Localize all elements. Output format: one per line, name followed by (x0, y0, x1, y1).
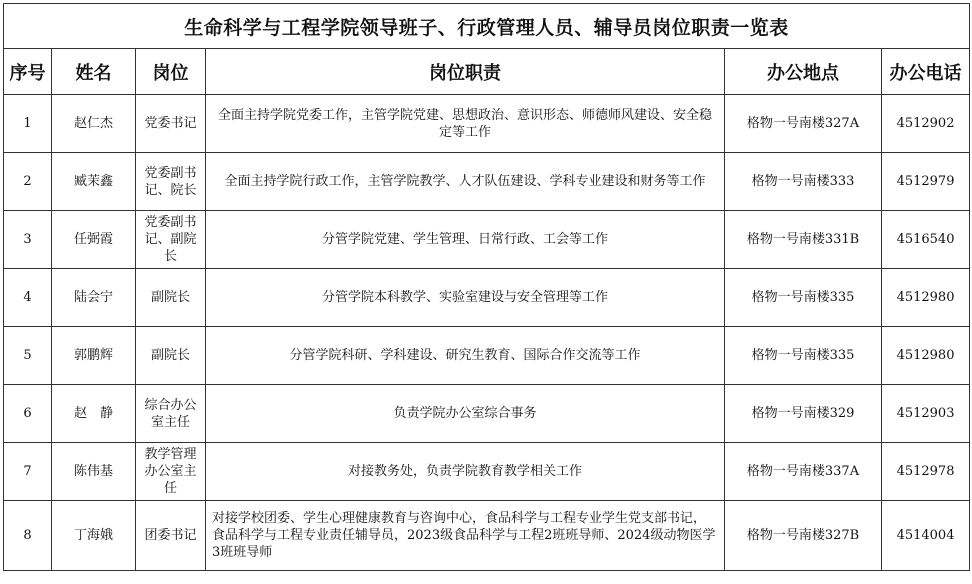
table-row (4, 153, 970, 211)
cell-phone: 4516540 (882, 211, 970, 269)
header-name: 姓名 (52, 49, 136, 95)
cell-office: 格物一号南楼331B (725, 211, 882, 269)
table-title: 生命科学与工程学院领导班子、行政管理人员、辅导员岗位职责一览表 (4, 4, 970, 49)
cell-name: 丁海娥 (52, 501, 136, 571)
cell-phone: 4512978 (882, 443, 970, 501)
cell-duties: 对接学校团委、学生心理健康教育与咨询中心，食品科学与工程专业学生党支部书记，食品科学与工程专业责任辅导员，2023级食品科学与工程2班班导师、2024级动物医学3班班导师 (206, 501, 725, 571)
cell-index: 2 (4, 153, 52, 211)
cell-duties: 全面主持学院党委工作，主管学院党建、思想政治、意识形态、师德师风建设、安全稳定等工作 (206, 95, 725, 153)
cell-office: 格物一号南楼333 (725, 153, 882, 211)
header-duties: 岗位职责 (206, 49, 725, 95)
table-row (4, 95, 970, 153)
cell-office: 格物一号南楼335 (725, 269, 882, 327)
cell-phone: 4512980 (882, 269, 970, 327)
cell-phone: 4512979 (882, 153, 970, 211)
table-row (4, 385, 970, 443)
cell-name: 郭鹏辉 (52, 327, 136, 385)
cell-index: 4 (4, 269, 52, 327)
table-row (4, 327, 970, 385)
table-row (4, 211, 970, 269)
cell-position: 副院长 (136, 269, 206, 327)
cell-phone: 4514004 (882, 501, 970, 571)
cell-office: 格物一号南楼335 (725, 327, 882, 385)
cell-office: 格物一号南楼327A (725, 95, 882, 153)
cell-name: 陆会宁 (52, 269, 136, 327)
header-position: 岗位 (136, 49, 206, 95)
cell-phone: 4512902 (882, 95, 970, 153)
cell-phone: 4512903 (882, 385, 970, 443)
cell-position: 综合办公室主任 (136, 385, 206, 443)
cell-index: 3 (4, 211, 52, 269)
cell-phone: 4512980 (882, 327, 970, 385)
cell-office: 格物一号南楼329 (725, 385, 882, 443)
cell-position: 副院长 (136, 327, 206, 385)
cell-position: 团委书记 (136, 501, 206, 571)
cell-name: 任弼霞 (52, 211, 136, 269)
cell-duties: 全面主持学院行政工作，主管学院教学、人才队伍建设、学科专业建设和财务等工作 (206, 153, 725, 211)
cell-duties: 负责学院办公室综合事务 (206, 385, 725, 443)
table-row (4, 501, 970, 571)
cell-name: 赵仁杰 (52, 95, 136, 153)
header-phone: 办公电话 (882, 49, 970, 95)
cell-index: 1 (4, 95, 52, 153)
cell-position: 党委副书记、副院长 (136, 211, 206, 269)
cell-duties: 分管学院科研、学科建设、研究生教育、国际合作交流等工作 (206, 327, 725, 385)
cell-position: 党委副书记、院长 (136, 153, 206, 211)
cell-duties: 分管学院本科教学、实验室建设与安全管理等工作 (206, 269, 725, 327)
cell-index: 8 (4, 501, 52, 571)
cell-duties: 对接教务处，负责学院教育教学相关工作 (206, 443, 725, 501)
cell-index: 6 (4, 385, 52, 443)
table-row (4, 443, 970, 501)
header-index: 序号 (4, 49, 52, 95)
cell-duties: 分管学院党建、学生管理、日常行政、工会等工作 (206, 211, 725, 269)
cell-name: 陈伟基 (52, 443, 136, 501)
table-row (4, 269, 970, 327)
cell-index: 7 (4, 443, 52, 501)
cell-position: 党委书记 (136, 95, 206, 153)
duties-table (3, 3, 970, 571)
cell-name: 臧茉鑫 (52, 153, 136, 211)
cell-office: 格物一号南楼337A (725, 443, 882, 501)
cell-name: 赵 静 (52, 385, 136, 443)
cell-position: 教学管理办公室主任 (136, 443, 206, 501)
cell-office: 格物一号南楼327B (725, 501, 882, 571)
header-row (4, 49, 970, 95)
cell-index: 5 (4, 327, 52, 385)
header-office: 办公地点 (725, 49, 882, 95)
